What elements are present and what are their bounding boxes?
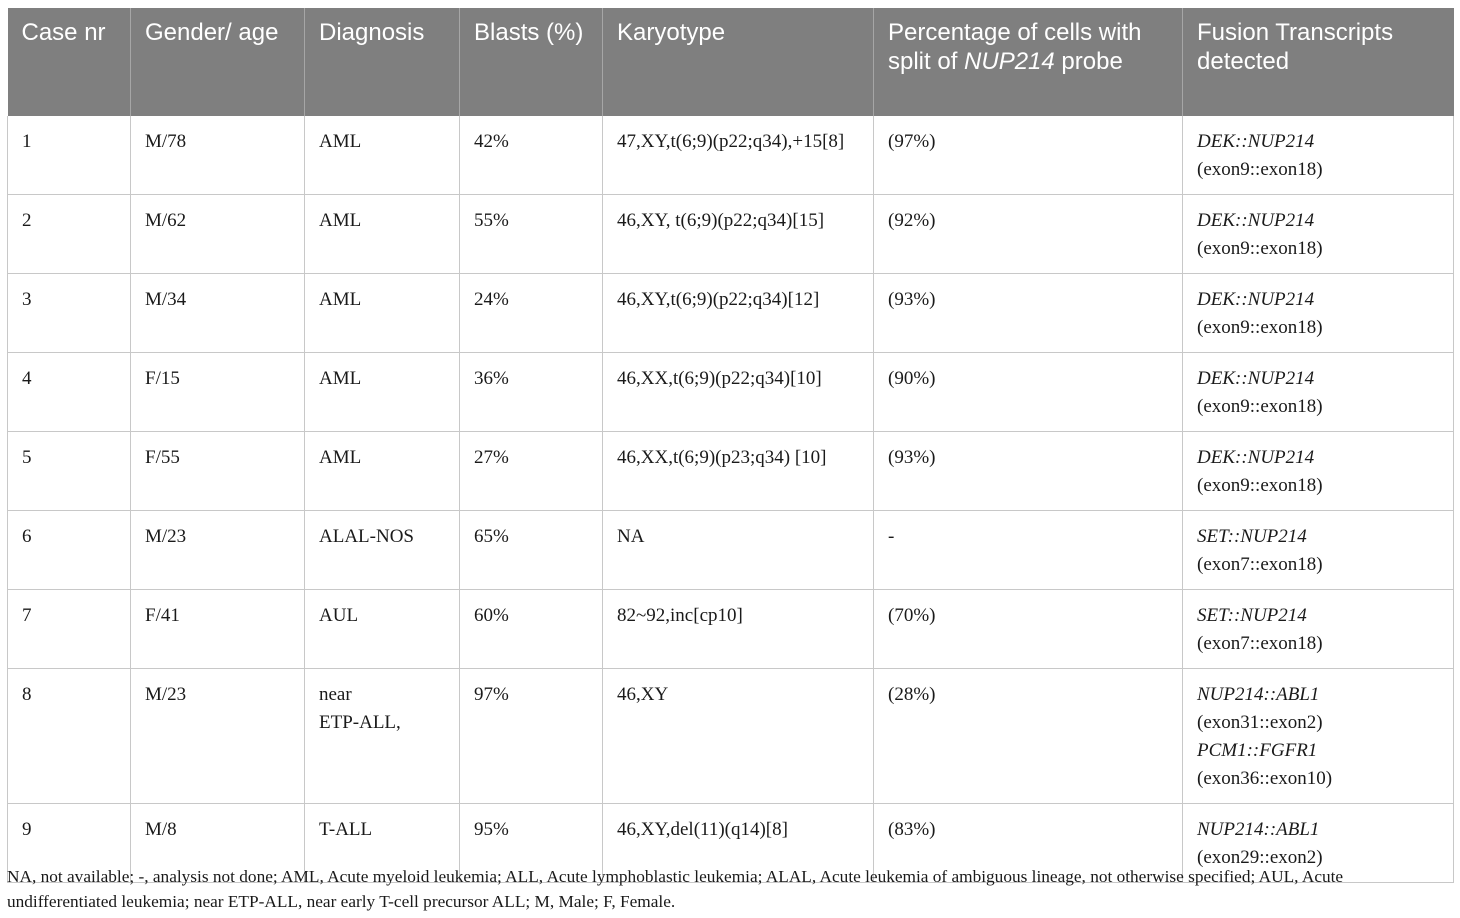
fusion-transcripts-cell <box>1183 669 1454 804</box>
gender-age-cell <box>131 195 305 274</box>
case-cell-text: 2 <box>22 210 32 231</box>
header-karyotype <box>603 8 874 116</box>
fusion-gene-name: NUP214::ABL1 <box>1197 819 1320 840</box>
blasts-cell <box>460 116 603 195</box>
split-percentage-cell <box>874 195 1183 274</box>
table-body <box>8 116 1454 883</box>
split-percentage-cell <box>874 669 1183 804</box>
blasts-cell <box>460 511 603 590</box>
diagnosis-cell-line: ALAL-NOS <box>319 526 414 547</box>
karyotype-cell <box>603 195 874 274</box>
karyotype-cell <box>603 511 874 590</box>
gender-age-cell-text: M/23 <box>145 526 187 547</box>
split-percentage-cell <box>874 116 1183 195</box>
fusion-transcripts-cell <box>1183 195 1454 274</box>
split-percentage-cell-text: - <box>888 526 895 547</box>
split-percentage-cell <box>874 353 1183 432</box>
header-text: Karyotype <box>617 19 726 46</box>
case-cell-text: 8 <box>22 684 32 705</box>
karyotype-cell-text: NA <box>617 526 645 547</box>
split-percentage-cell-text: (90%) <box>888 368 936 389</box>
table-row <box>8 274 1454 353</box>
diagnosis-cell <box>305 116 460 195</box>
table-row <box>8 353 1454 432</box>
header-text: Diagnosis <box>319 19 425 46</box>
case-cell-text: 4 <box>22 368 32 389</box>
fusion-gene-name: DEK::NUP214 <box>1197 447 1315 468</box>
header-case-nr <box>8 8 131 116</box>
fusion-exons: (exon7::exon18) <box>1197 633 1323 654</box>
fusion-exons: (exon9::exon18) <box>1197 238 1323 259</box>
header-split-percentage <box>874 8 1183 116</box>
blasts-cell-text: 95% <box>474 819 509 840</box>
case-cell-text: 9 <box>22 819 32 840</box>
blasts-cell-text: 42% <box>474 131 509 152</box>
header-text: Fusion Transcripts detected <box>1197 19 1394 75</box>
table-row <box>8 195 1454 274</box>
case-cell-text: 7 <box>22 605 32 626</box>
fusion-gene-name: DEK::NUP214 <box>1197 131 1315 152</box>
split-percentage-cell-text: (97%) <box>888 131 936 152</box>
split-percentage-cell-text: (93%) <box>888 447 936 468</box>
gender-age-cell-text: M/62 <box>145 210 187 231</box>
split-percentage-cell-text: (92%) <box>888 210 936 231</box>
header-text: Gender/ age <box>145 19 279 46</box>
fusion-transcripts-cell <box>1183 353 1454 432</box>
diagnosis-cell-line: T-ALL <box>319 819 373 840</box>
case-cell <box>8 274 131 353</box>
gender-age-cell <box>131 274 305 353</box>
header-diagnosis <box>305 8 460 116</box>
gender-age-cell-text: M/34 <box>145 289 187 310</box>
karyotype-cell <box>603 116 874 195</box>
diagnosis-cell <box>305 511 460 590</box>
fusion-gene-name: DEK::NUP214 <box>1197 289 1315 310</box>
karyotype-cell-text: 46,XY, t(6;9)(p22;q34)[15] <box>617 210 825 231</box>
karyotype-cell <box>603 353 874 432</box>
diagnosis-cell-line: near <box>319 684 352 705</box>
diagnosis-cell <box>305 274 460 353</box>
blasts-cell <box>460 195 603 274</box>
fusion-exons: (exon9::exon18) <box>1197 317 1323 338</box>
gender-age-cell-text: F/15 <box>145 368 180 389</box>
fusion-gene-name: DEK::NUP214 <box>1197 210 1315 231</box>
case-cell <box>8 353 131 432</box>
blasts-cell-text: 97% <box>474 684 509 705</box>
split-percentage-cell-text: (70%) <box>888 605 936 626</box>
case-cell <box>8 432 131 511</box>
diagnosis-cell-line: AML <box>319 289 362 310</box>
karyotype-cell <box>603 274 874 353</box>
karyotype-cell-text: 46,XX,t(6;9)(p23;q34) [10] <box>617 447 827 468</box>
blasts-cell-text: 36% <box>474 368 509 389</box>
diagnosis-cell-line: AML <box>319 447 362 468</box>
diagnosis-cell-line: ETP-ALL, <box>319 712 401 733</box>
blasts-cell <box>460 590 603 669</box>
fusion-transcripts-cell <box>1183 116 1454 195</box>
gender-age-cell-text: M/8 <box>145 819 177 840</box>
header-text: Percentage of cells with split of <box>888 19 1142 75</box>
header-row <box>8 8 1454 116</box>
gender-age-cell <box>131 116 305 195</box>
case-cell <box>8 590 131 669</box>
fusion-exons: (exon36::exon10) <box>1197 768 1333 789</box>
blasts-cell-text: 60% <box>474 605 509 626</box>
fusion-transcripts-cell <box>1183 511 1454 590</box>
case-cell <box>8 511 131 590</box>
split-percentage-cell-text: (93%) <box>888 289 936 310</box>
diagnosis-cell-line: AML <box>319 131 362 152</box>
karyotype-cell-text: 46,XY <box>617 684 669 705</box>
split-percentage-cell <box>874 432 1183 511</box>
table-header <box>8 8 1454 116</box>
header-text: Blasts (%) <box>474 19 584 46</box>
case-cell <box>8 669 131 804</box>
case-cell-text: 5 <box>22 447 32 468</box>
fusion-gene-name: PCM1::FGFR1 <box>1197 740 1318 761</box>
karyotype-cell <box>603 590 874 669</box>
fusion-gene-name: SET::NUP214 <box>1197 526 1307 547</box>
karyotype-cell <box>603 669 874 804</box>
case-table <box>7 8 1454 883</box>
diagnosis-cell-line: AML <box>319 368 362 389</box>
blasts-cell <box>460 432 603 511</box>
table-row <box>8 432 1454 511</box>
diagnosis-cell <box>305 353 460 432</box>
blasts-cell <box>460 669 603 804</box>
gender-age-cell <box>131 669 305 804</box>
gender-age-cell <box>131 353 305 432</box>
header-fusion-transcripts <box>1183 8 1454 116</box>
gender-age-cell <box>131 432 305 511</box>
karyotype-cell-text: 46,XY,del(11)(q14)[8] <box>617 819 788 840</box>
table-row <box>8 511 1454 590</box>
header-text: probe <box>1054 48 1123 75</box>
karyotype-cell-text: 46,XY,t(6;9)(p22;q34)[12] <box>617 289 820 310</box>
table-row <box>8 590 1454 669</box>
split-percentage-cell <box>874 590 1183 669</box>
header-gender-age <box>131 8 305 116</box>
blasts-cell-text: 27% <box>474 447 509 468</box>
fusion-exons: (exon9::exon18) <box>1197 159 1323 180</box>
case-cell <box>8 195 131 274</box>
header-text: NUP214 <box>964 48 1055 75</box>
split-percentage-cell <box>874 274 1183 353</box>
fusion-transcripts-cell <box>1183 274 1454 353</box>
fusion-gene-name: NUP214::ABL1 <box>1197 684 1320 705</box>
diagnosis-cell-line: AUL <box>319 605 359 626</box>
table-footnote: NA, not available; -, analysis not done; AML, Acute myeloid leukemia; ALL, Acute lymphoblastic leukemia; ALAL, Acute leukemia of ambiguous lineage, not otherwise specified; AUL, Acute undifferentiated leukemia; near ETP-ALL, near early T-cell precursor ALL; M, Male; F, Female. <box>7 867 1344 911</box>
case-cell <box>8 116 131 195</box>
gender-age-cell-text: M/23 <box>145 684 187 705</box>
fusion-exons: (exon9::exon18) <box>1197 396 1323 417</box>
case-cell-text: 1 <box>22 131 32 152</box>
fusion-exons: (exon31::exon2) <box>1197 712 1323 733</box>
split-percentage-cell <box>874 511 1183 590</box>
case-cell-text: 3 <box>22 289 32 310</box>
fusion-exons: (exon9::exon18) <box>1197 475 1323 496</box>
karyotype-cell-text: 47,XY,t(6;9)(p22;q34),+15[8] <box>617 131 845 152</box>
blasts-cell-text: 24% <box>474 289 509 310</box>
header-blasts <box>460 8 603 116</box>
gender-age-cell-text: F/41 <box>145 605 180 626</box>
gender-age-cell <box>131 511 305 590</box>
data-table-container <box>7 8 1453 883</box>
karyotype-cell <box>603 432 874 511</box>
table-row <box>8 669 1454 804</box>
diagnosis-cell <box>305 195 460 274</box>
karyotype-cell-text: 46,XX,t(6;9)(p22;q34)[10] <box>617 368 822 389</box>
fusion-transcripts-cell <box>1183 432 1454 511</box>
fusion-exons: (exon29::exon2) <box>1197 847 1323 868</box>
blasts-cell-text: 55% <box>474 210 509 231</box>
blasts-cell <box>460 353 603 432</box>
diagnosis-cell <box>305 432 460 511</box>
gender-age-cell-text: F/55 <box>145 447 180 468</box>
split-percentage-cell-text: (83%) <box>888 819 936 840</box>
split-percentage-cell-text: (28%) <box>888 684 936 705</box>
blasts-cell <box>460 274 603 353</box>
fusion-gene-name: SET::NUP214 <box>1197 605 1307 626</box>
diagnosis-cell-line: AML <box>319 210 362 231</box>
gender-age-cell <box>131 590 305 669</box>
header-text: Case nr <box>21 19 106 46</box>
fusion-transcripts-cell <box>1183 590 1454 669</box>
karyotype-cell-text: 82~92,inc[cp10] <box>617 605 743 626</box>
case-cell-text: 6 <box>22 526 32 547</box>
blasts-cell-text: 65% <box>474 526 509 547</box>
fusion-exons: (exon7::exon18) <box>1197 554 1323 575</box>
fusion-gene-name: DEK::NUP214 <box>1197 368 1315 389</box>
table-row <box>8 116 1454 195</box>
gender-age-cell-text: M/78 <box>145 131 187 152</box>
diagnosis-cell <box>305 590 460 669</box>
diagnosis-cell <box>305 669 460 804</box>
